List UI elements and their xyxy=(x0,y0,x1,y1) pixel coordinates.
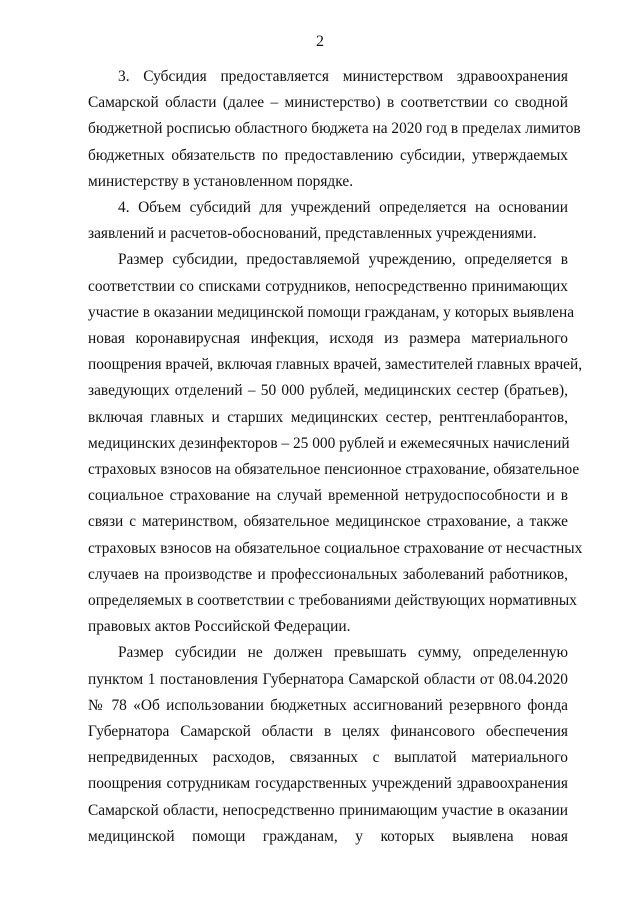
text-line: Самарской области, непосредственно принимающим участие в оказании xyxy=(88,801,568,819)
text-line: связи с материнством, обязательное медицинское страхование, а также xyxy=(88,513,568,531)
text-line: случаев на производстве и профессиональных заболеваний работников, xyxy=(88,565,568,583)
text-line: медицинских дезинфекторов – 25 000 рублей и ежемесячных начислений xyxy=(88,434,570,452)
text-line: соответствии со списками сотрудников, непосредственно принимающих xyxy=(88,277,568,295)
text-line: заведующих отделений – 50 000 рублей, медицинских сестер (братьев), xyxy=(88,382,568,400)
text-line: участие в оказании медицинской помощи гражданам, у которых выявлена xyxy=(88,303,575,321)
text-line: медицинской помощи гражданам, у которых выявлена новая xyxy=(88,827,568,845)
text-line: 3. Субсидия предоставляется министерством здравоохранения xyxy=(118,68,568,85)
text-line: заявлений и расчетов-обоснований, представленных учреждениями. xyxy=(88,225,537,243)
document-body xyxy=(88,64,583,850)
text-line: определяемых в соответствии с требованиями действующих нормативных xyxy=(88,592,577,610)
paragraph-item-4 xyxy=(88,195,568,247)
text-line: Самарской области (далее – министерство) в соответствии со сводной xyxy=(88,94,568,112)
text-line: поощрения врачей, включая главных врачей, заместителей главных врачей, xyxy=(88,356,583,374)
text-line: министерству в установленном порядке. xyxy=(88,172,354,190)
text-line: новая коронавирусная инфекция, исходя из размера материального xyxy=(88,330,568,348)
text-line: социальное страхование на случай временной нетрудоспособности и в xyxy=(88,487,568,505)
text-line: бюджетных обязательств по предоставлению субсидии, утверждаемых xyxy=(88,146,568,164)
page-number: 2 xyxy=(316,33,324,50)
text-line: непредвиденных расходов, связанных с выплатой материального xyxy=(88,749,568,767)
text-line: бюджетной росписью областного бюджета на 2020 год в пределах лимитов xyxy=(88,120,581,138)
text-line: пунктом 1 постановления Губернатора Самарской области от 08.04.2020 xyxy=(88,670,568,688)
text-line: правовых актов Российской Федерации. xyxy=(88,618,351,636)
text-line: включая главных и старших медицинских сестер, рентгенлаборантов, xyxy=(88,408,568,426)
paragraph-item-3 xyxy=(88,64,581,195)
paragraph-subsidy-size xyxy=(88,247,583,640)
text-line: Размер субсидии не должен превышать сумму, определенную xyxy=(118,644,568,662)
text-line: поощрения сотрудникам государственных учреждений здравоохранения xyxy=(88,775,568,793)
text-line: № 78 «Об использовании бюджетных ассигнований резервного фонда xyxy=(88,696,568,714)
text-line: страховых взносов на обязательное социальное страхование от несчастных xyxy=(88,539,583,557)
text-line: Размер субсидии, предоставляемой учреждению, определяется в xyxy=(118,251,568,269)
text-line: страховых взносов на обязательное пенсионное страхование, обязательное xyxy=(88,461,580,479)
paragraph-subsidy-limit xyxy=(88,640,568,850)
text-line: Губернатора Самарской области в целях финансового обеспечения xyxy=(88,723,568,741)
text-line: 4. Объем субсидий для учреждений определяется на основании xyxy=(118,199,568,217)
